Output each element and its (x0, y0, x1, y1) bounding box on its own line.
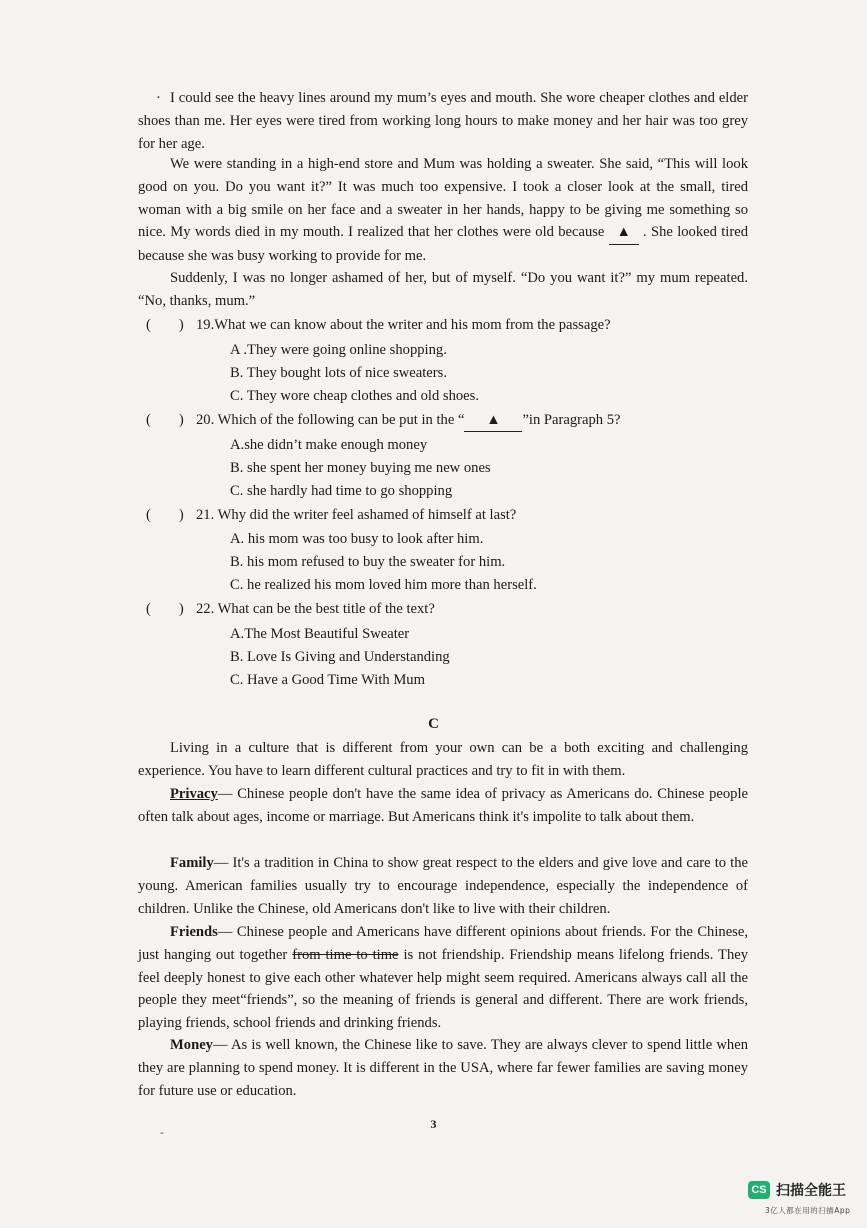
bullet-dot: · (156, 90, 161, 106)
paragraph-privacy: Privacy— Chinese people don't have the same idea of privacy as Americans do. Chinese people often talk about ages, income or marriage. But Americans think it's impolite to talk about them. (138, 786, 748, 825)
answer-parentheses: ( ) (146, 601, 184, 617)
paragraph-b2: We were standing in a high-end store and Mum was holding a sweater. She said, “This will look good on you. Do you want it?” It was much too expensive. I took a closer look at the small, tired woman with a big smile on her face and a sweater in her hands, happy to be giving me something so nice. My words died in my mouth. I realized that her clothes were old because ▲ . She looked tired because she was busy working to provide for me. (138, 156, 748, 265)
option-22a: A.The Most Beautiful Sweater (230, 626, 410, 642)
option-19c: C. They wore cheap clothes and old shoes. (230, 388, 479, 404)
privacy-label: Privacy (170, 786, 218, 802)
brand-tagline: 3亿人都在用的扫描App (765, 1206, 851, 1215)
answer-parentheses: ( ) (146, 507, 184, 523)
option-20c: C. she hardly had time to go shopping (230, 483, 453, 499)
scanner-watermark (748, 1180, 846, 1200)
struck-text: from time to time (292, 946, 399, 963)
question-22: ( ) 22. What can be the best title of the text? (146, 598, 435, 620)
brand-name: 扫描全能王 (776, 1183, 846, 1199)
option-20b: B. she spent her money buying me new ones (230, 460, 491, 476)
option-19a: A .They were going online shopping. (230, 342, 447, 358)
page-number: 3 (430, 1117, 437, 1131)
friends-label: Friends (170, 924, 218, 940)
paragraph-c-intro: Living in a culture that is different from your own can be a both exciting and challenging experience. You have to learn different cultural practices and try to fit in with them. (138, 740, 748, 779)
paragraph-b1: · I could see the heavy lines around my mum’s eyes and mouth. She wore cheaper clothes and elder shoes than me. Her eyes were tired from working long hours to make money and her hair was too grey for her age. (138, 87, 748, 155)
option-19b: B. They bought lots of nice sweaters. (230, 365, 447, 381)
option-21a: A. his mom was too busy to look after him. (230, 531, 484, 547)
option-21b: B. his mom refused to buy the sweater for him. (230, 554, 506, 570)
question-21: ( ) 21. Why did the writer feel ashamed of himself at last? (146, 504, 516, 526)
family-label: Family (170, 855, 214, 871)
option-21c: C. he realized his mom loved him more than herself. (230, 577, 537, 593)
camscanner-logo-icon: CS (748, 1181, 770, 1199)
answer-parentheses: ( ) (146, 317, 184, 333)
money-label: Money (170, 1037, 213, 1053)
option-22b: B. Love Is Giving and Understanding (230, 649, 450, 665)
page-mark: - (160, 1125, 164, 1139)
answer-parentheses: ( ) (146, 412, 184, 428)
paragraph-money: Money— As is well known, the Chinese like to save. They are always clever to spend little when they are planning to spend money. It is different in the USA, where far fewer families are saving money for future use or education. (138, 1037, 748, 1099)
option-20a: A.she didn’t make enough money (230, 437, 428, 453)
paragraph-family: Family— It's a tradition in China to show great respect to the elders and give love and care to the young. American families usually try to encourage independence, especially the independence of children. Unlike the Chinese, old Americans don't like to live with their children. (138, 855, 748, 917)
paragraph-b3: Suddenly, I was no longer ashamed of her, but of myself. “Do you want it?” my mum repeated. “No, thanks, mum.” (138, 270, 748, 309)
question-19: ( ) 19.What we can know about the writer and his mom from the passage? (146, 314, 611, 336)
section-heading: C (428, 716, 439, 732)
option-22c: C. Have a Good Time With Mum (230, 672, 425, 688)
answer-blank: ▲ (609, 221, 639, 245)
paragraph-friends: Friends— Chinese people and Americans have different opinions about friends. For the Chinese, just hanging out together from time to time is not friendship. Friendship means lifelong friends. They feel deeply honest to give each other whatever help might seem required. Americans always call all the people they meet“friends”, so the meaning of friends is general and different. There are work friends, playing friends, school friends and drinking friends. (138, 924, 749, 1032)
answer-blank: ▲ (464, 409, 522, 432)
question-20: ( ) 20. Which of the following can be put in the “ ▲ ”in Paragraph 5? (146, 409, 621, 432)
